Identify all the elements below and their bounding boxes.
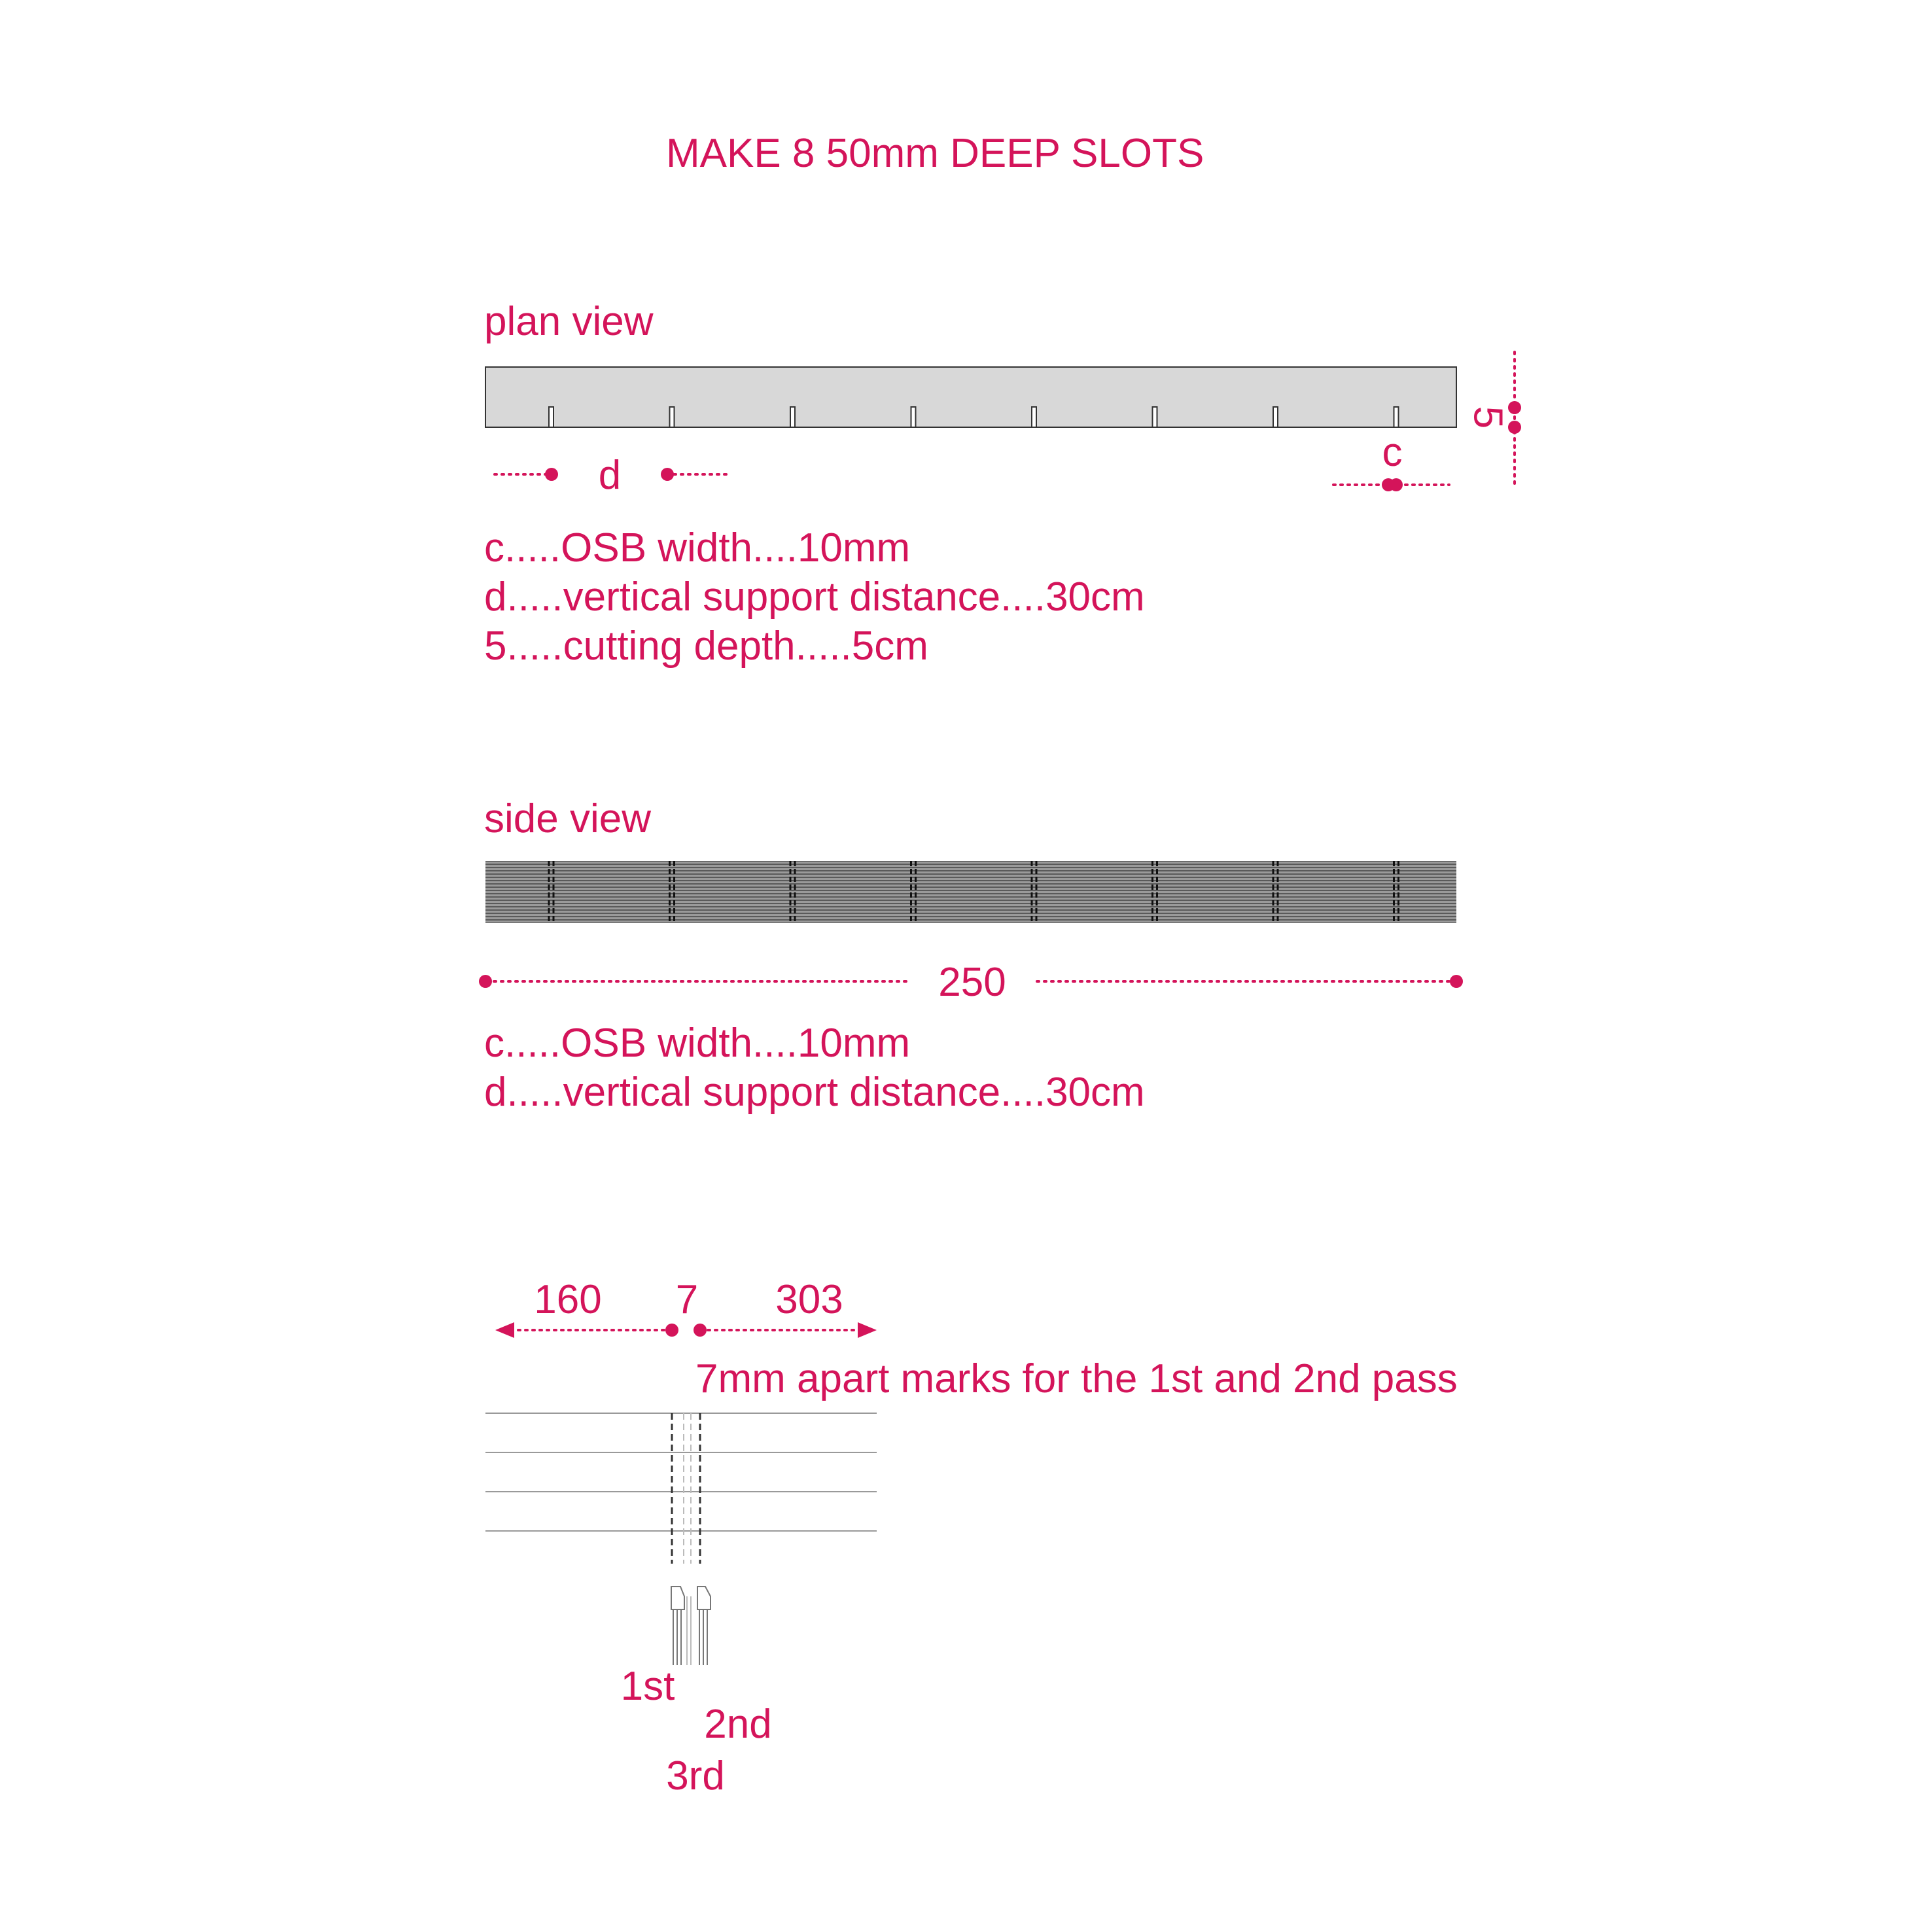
plan-slot bbox=[911, 407, 916, 427]
detail-dim-left-label: 160 bbox=[534, 1277, 602, 1322]
detail-note: 7mm apart marks for the 1st and 2nd pass bbox=[695, 1356, 1458, 1401]
saw-blade-second-pass-icon bbox=[697, 1587, 711, 1665]
plan-slot bbox=[790, 407, 795, 427]
dimension-c-label: c bbox=[1382, 430, 1403, 475]
plan-legend-c: c.....OSB width....10mm bbox=[484, 525, 911, 571]
plan-legend-depth: 5.....cutting depth.....5cm bbox=[484, 624, 928, 669]
dimension-d-label: d bbox=[598, 453, 622, 498]
side-legend-d: d.....vertical support distance....30cm bbox=[484, 1070, 1145, 1115]
dimension-c bbox=[1333, 478, 1449, 491]
saw-blade-third-pass-icon bbox=[687, 1596, 691, 1665]
plan-slot bbox=[1153, 407, 1157, 427]
plan-slot bbox=[1273, 407, 1278, 427]
dimension-total-length-label: 250 bbox=[938, 960, 1006, 1005]
side-view-label: side view bbox=[484, 796, 651, 841]
diagram-title: MAKE 8 50mm DEEP SLOTS bbox=[666, 131, 1204, 176]
plan-slot bbox=[1032, 407, 1036, 427]
pass-label-3rd: 3rd bbox=[666, 1753, 725, 1799]
detail-dim-gap-label: 7 bbox=[675, 1277, 699, 1322]
pass-label-1st: 1st bbox=[620, 1664, 675, 1709]
side-view-board bbox=[485, 861, 1456, 923]
saw-blade-first-pass-icon bbox=[671, 1587, 684, 1665]
plan-slot bbox=[549, 407, 553, 427]
side-legend-c: c.....OSB width....10mm bbox=[484, 1021, 911, 1066]
pass-label-2nd: 2nd bbox=[704, 1702, 772, 1747]
plan-legend-d: d.....vertical support distance....30cm bbox=[484, 574, 1145, 620]
plan-view-board bbox=[485, 367, 1456, 427]
detail-cut-marks bbox=[672, 1413, 700, 1564]
detail-board-lines bbox=[485, 1413, 877, 1531]
plan-slot bbox=[1394, 407, 1399, 427]
detail-dim-right-label: 303 bbox=[775, 1277, 843, 1322]
plan-slot bbox=[670, 407, 675, 427]
dimension-depth-label: 5 bbox=[1465, 406, 1511, 429]
detail-dimension-line bbox=[495, 1322, 877, 1338]
plan-view-label: plan view bbox=[484, 299, 654, 344]
